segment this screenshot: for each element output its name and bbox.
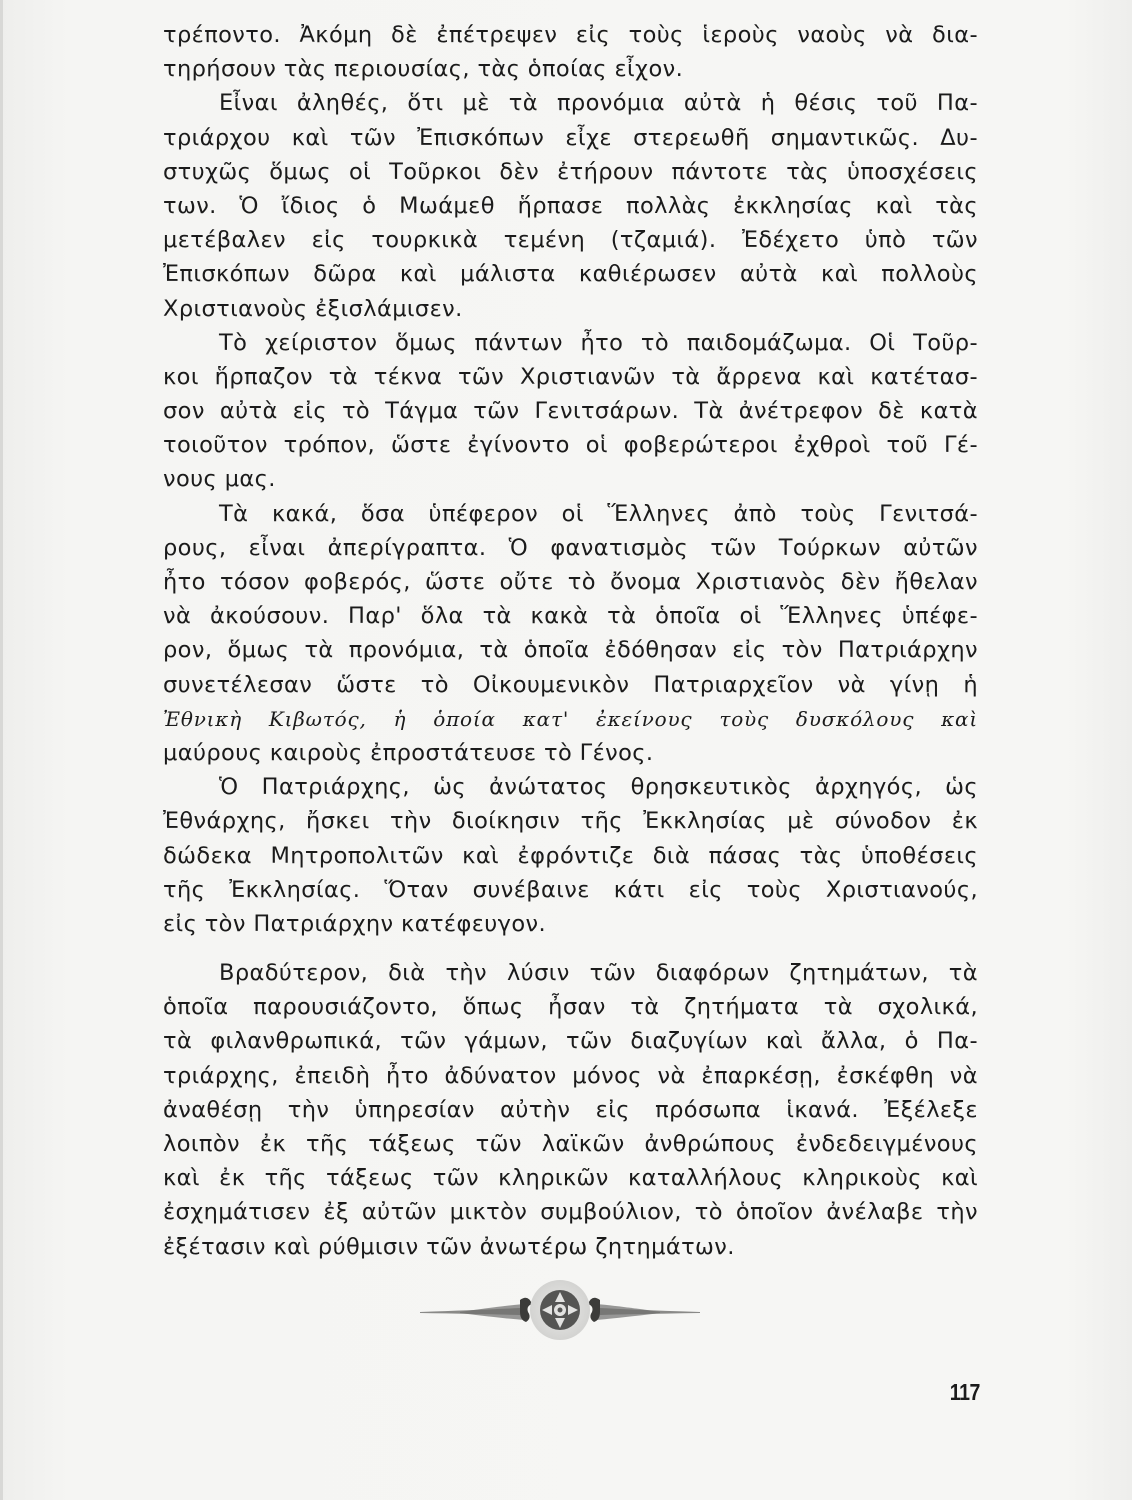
text-line: Χριστιανοὺς ἐξισλάμισεν. [163, 295, 463, 322]
text-line: ἦτο τόσον φοβερός, ὥστε οὔτε τὸ ὄνομα Χριστιανὸς δὲν ἤθελαν [163, 569, 978, 595]
text-line: ρους, εἶναι ἀπερίγραπτα. Ὁ φανατισμὸς τῶν Τούρκων αὐτῶν [163, 534, 978, 561]
paragraph-gap [163, 941, 978, 956]
text-line: Ὁ Πατριάρχης, ὡς ἀνώτατος θρησκευτικὸς ἀρχηγός, ὡς [219, 774, 978, 801]
page-number: 117 [949, 1379, 980, 1405]
text-line: συνετέλεσαν ὥστε τὸ Οἰκουμενικὸν Πατριαρχεῖον νὰ γίνῃ ἡ [163, 671, 978, 698]
text-line: τῆς Ἐκκλησίας. Ὅταν συνέβαινε κάτι εἰς τοὺς Χριστιανούς, [163, 876, 978, 903]
text-line: ἐσχημάτισεν ἐξ αὐτῶν μικτὸν συμβούλιον, τὸ ὁποῖον ἀνέλαβε τὴν [163, 1199, 978, 1226]
text-line: Τὰ κακά, ὅσα ὑπέφερον οἱ Ἕλληνες ἀπὸ τοὺς Γενιτσά- [219, 500, 978, 527]
text-line: Ἐπισκόπων δῶρα καὶ μάλιστα καθιέρωσεν αὐτὰ καὶ πολλοὺς [163, 261, 978, 288]
text-line: μαύρους καιροὺς ἐπροστάτευσε τὸ Γένος. [163, 739, 654, 766]
text-line: κοι ἥρπαζον τὰ τέκνα τῶν Χριστιανῶν τὰ ἄρρενα καὶ κατέτασ- [163, 363, 978, 390]
text-line: ἐξέτασιν καὶ ρύθμισιν τῶν ἀνωτέρω ζητημάτων. [163, 1233, 735, 1260]
text-line: νὰ ἀκούσουν. Παρ' ὅλα τὰ κακὰ τὰ ὁποῖα οἱ Ἕλληνες ὑπέφε- [163, 603, 978, 630]
body-text [163, 18, 978, 1264]
text-line: τριάρχου καὶ τῶν Ἐπισκόπων εἶχε στερεωθῆ σημαντικῶς. Δυ- [163, 124, 978, 151]
italic-phrase-ethniki-kivotos: Ἐθνικὴ Κιβωτός, ἡ ὁποία κατ' ἐκείνους τοὺς δυσκόλους καὶ [163, 706, 978, 731]
text-line: μετέβαλεν εἰς τουρκικὰ τεμένη (τζαμιά). Ἐδέχετο ὑπὸ τῶν [163, 227, 978, 254]
text-line: τρέποντο. Ἀκόμη δὲ ἐπέτρεψεν εἰς τοὺς ἱεροὺς ναοὺς νὰ δια- [163, 22, 978, 48]
text-line: τοιοῦτον τρόπον, ὥστε ἐγίνοντο οἱ φοβερώτεροι ἐχθροὶ τοῦ Γέ- [163, 432, 978, 459]
text-line: των. Ὁ ἴδιος ὁ Μωάμεθ ἥρπασε πολλὰς ἐκκλησίας καὶ τὰς [163, 192, 978, 219]
text-line: ὁποῖα παρουσιάζοντο, ὅπως ἦσαν τὰ ζητήματα τὰ σχολικά, [163, 994, 978, 1021]
text-line: τριάρχης, ἐπειδὴ ἦτο ἀδύνατον μόνος νὰ ἐπαρκέσῃ, ἐσκέφθη νὰ [163, 1062, 978, 1089]
text-line: σον αὐτὰ εἰς τὸ Τάγμα τῶν Γενιτσάρων. Τὰ ἀνέτρεφον δὲ κατὰ [163, 398, 978, 425]
text-line: τὰ φιλανθρωπικά, τῶν γάμων, τῶν διαζυγίων καὶ ἄλλα, ὁ Πα- [163, 1028, 978, 1055]
decorative-ornament-icon [420, 1270, 700, 1350]
text-line: Τὸ χείριστον ὅμως πάντων ἦτο τὸ παιδομάζωμα. Οἱ Τοῦρ- [219, 329, 978, 356]
text-line: στυχῶς ὅμως οἱ Τοῦρκοι δὲν ἐτήρουν πάντοτε τὰς ὑποσχέσεις [163, 158, 978, 185]
text-line: Βραδύτερον, διὰ τὴν λύσιν τῶν διαφόρων ζητημάτων, τὰ [219, 960, 978, 987]
text-line: εἰς τὸν Πατριάρχην κατέφευγον. [163, 910, 547, 937]
page-edge [0, 0, 3, 1500]
text-line: δώδεκα Μητροπολιτῶν καὶ ἐφρόντιζε διὰ πάσας τὰς ὑποθέσεις [163, 842, 978, 869]
text-line: νους μας. [163, 466, 276, 493]
text-line: λοιπὸν ἐκ τῆς τάξεως τῶν λαϊκῶν ἀνθρώπους ἐνδεδειγμένους [163, 1131, 978, 1157]
text-line: τηρήσουν τὰς περιουσίας, τὰς ὁποίας εἶχον. [163, 56, 684, 83]
text-line: καὶ ἐκ τῆς τάξεως τῶν κληρικῶν καταλλήλους κληρικοὺς καὶ [163, 1165, 978, 1192]
text-line: ἀναθέσῃ τὴν ὑπηρεσίαν αὐτὴν εἰς πρόσωπα ἱκανά. Ἐξέλεξε [163, 1096, 978, 1123]
text-line-with-italic [163, 702, 978, 736]
text-line: ρον, ὅμως τὰ προνόμια, τὰ ὁποῖα ἐδόθησαν εἰς τὸν Πατριάρχην [163, 637, 978, 664]
text-line: Ἐθνάρχης, ἤσκει τὴν διοίκησιν τῆς Ἐκκλησίας μὲ σύνοδον ἐκ [163, 808, 978, 835]
text-line: Εἶναι ἀληθές, ὅτι μὲ τὰ προνόμια αὐτὰ ἡ θέσις τοῦ Πα- [219, 90, 978, 117]
